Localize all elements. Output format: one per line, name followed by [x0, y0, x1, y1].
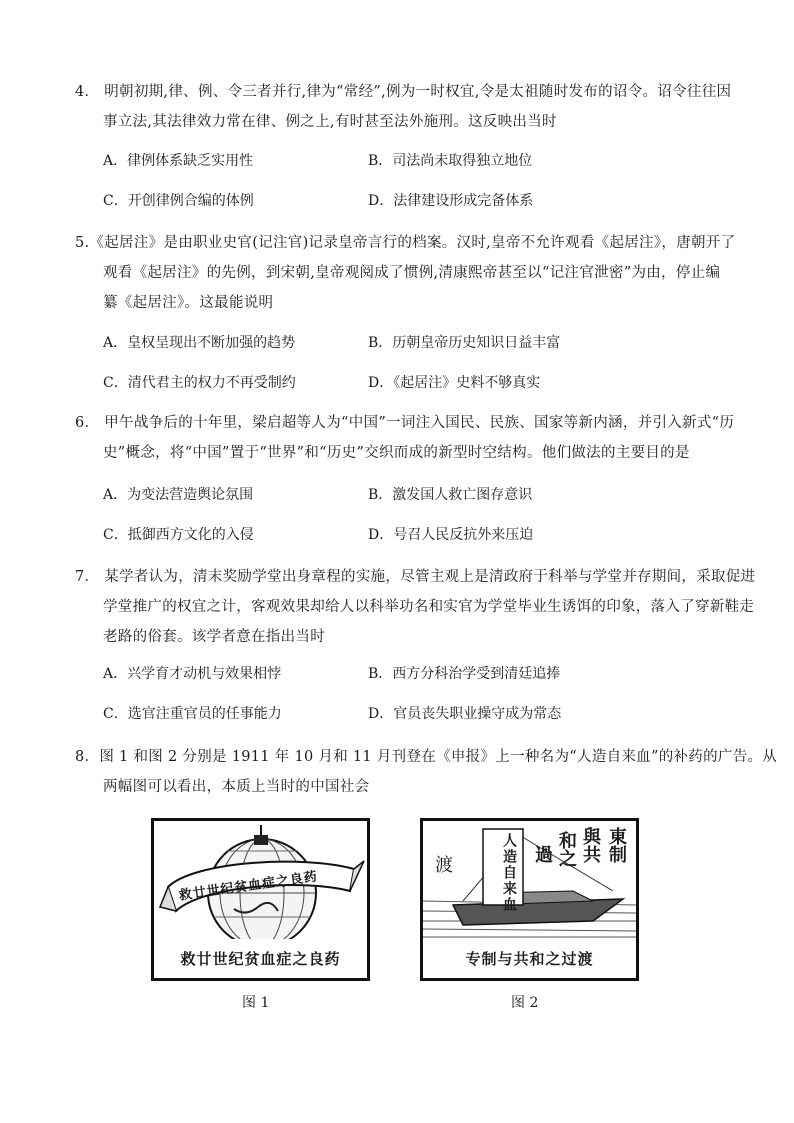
option-6b: B．激发国人救亡图存意识	[368, 487, 533, 503]
question-5-options	[103, 332, 723, 412]
question-7-line-1: 7． 某学者认为，清末奖励学堂出身章程的实施，尽管主观上是清政府于科举与学堂并存期间，采取促进	[75, 569, 756, 585]
option-4c: C．开创律例合编的体例	[103, 193, 254, 209]
option-5a: A．皇权呈现出不断加强的趋势	[103, 335, 296, 351]
option-4d: D．法律建设形成完备体系	[368, 193, 534, 209]
option-7c: C．选官注重官员的任事能力	[103, 706, 282, 722]
question-8-line-2: 两幅图可以看出，本质上当时的中国社会	[103, 779, 370, 795]
option-5d: D．《起居注》史料不够真实	[368, 375, 541, 391]
option-4a: A．律例体系缺乏实用性	[103, 153, 254, 169]
question-5	[75, 228, 736, 318]
figure-2-text-3: 和之	[556, 831, 577, 867]
option-6d: D．号召人民反抗外来压迫	[368, 527, 534, 543]
question-5-line-2: 观看《起居注》的先例，到宋朝,皇帝观阅成了惯例,清康熙帝甚至以“记注官泄密”为由，停止编	[103, 265, 721, 281]
figure-2-text-4: 過	[532, 845, 553, 863]
option-7a: A．兴学育才动机与效果相悖	[103, 666, 282, 682]
question-8	[75, 742, 778, 802]
question-6-options	[103, 484, 723, 564]
figure-2	[420, 818, 639, 981]
figure-1-caption: 救廿世纪贫血症之良药	[180, 949, 341, 968]
question-8-line-1: 8．图 1 和图 2 分别是 1911 年 10 月和 11 月刊登在《申报》上一种名为“人造自来血”的补药的广告。从	[75, 749, 778, 765]
question-7-line-3: 老路的俗套。该学者意在指出当时	[103, 629, 325, 645]
question-4-line-2: 事立法,其法律效力常在律、例之上,有时甚至法外施刑。这反映出当时	[103, 114, 557, 130]
option-6c: C．抵御西方文化的入侵	[103, 527, 254, 543]
option-6a: A．为变法营造舆论氛围	[103, 487, 254, 503]
figure-2-text-left: 渡	[435, 855, 453, 876]
question-6-line-1: 6． 甲午战争后的十年里，梁启超等人为“中国”一词注入国民、民族、国家等新内涵，并引入新式“历	[75, 415, 735, 431]
boat-sign-text: 人造自来血	[501, 833, 517, 913]
option-5b: B．历朝皇帝历史知识日益丰富	[368, 335, 561, 351]
question-4-options	[103, 150, 723, 230]
question-7	[75, 562, 756, 652]
figure-1	[151, 818, 370, 981]
question-7-options	[103, 663, 723, 743]
figure-2-text-1: 東制	[606, 827, 627, 863]
option-7d: D．官员丧失职业操守成为常态	[368, 706, 562, 722]
question-6-line-2: 史”概念，将“中国”置于“世界”和“历史”交织而成的新型时空结构。他们做法的主要目的是	[103, 445, 690, 461]
question-7-line-2: 学堂推广的权宜之计，客观效果却给人以科举功名和实官为学堂毕业生诱饵的印象，落入了穿新鞋走	[103, 599, 755, 615]
question-5-line-1: 5.《起居注》是由职业史官(记注官)记录皇帝言行的档案。汉时,皇帝不允许观看《起居注》，唐朝开了	[75, 235, 736, 251]
option-7b: B．西方分科治学受到清廷追捧	[368, 666, 561, 682]
option-5c: C．清代君主的权力不再受制约	[103, 375, 296, 391]
globe-banner-text: 救廿世纪贫血症之良药	[178, 869, 319, 904]
figure-2-caption: 专制与共和之过渡	[465, 949, 594, 968]
question-6	[75, 408, 735, 468]
figure-2-label: 图 2	[511, 995, 539, 1011]
figure-2-text-2: 與共	[580, 827, 601, 863]
figure-1-label: 图 1	[242, 995, 270, 1011]
option-4b: B．司法尚未取得独立地位	[368, 153, 533, 169]
question-4-line-1: 4． 明朝初期,律、例、令三者并行,律为“常经”,例为一时权宜,令是太祖随时发布的诏令。诏令往往因	[75, 84, 732, 100]
question-5-line-3: 纂《起居注》。这最能说明	[103, 295, 274, 311]
question-4	[75, 77, 732, 137]
